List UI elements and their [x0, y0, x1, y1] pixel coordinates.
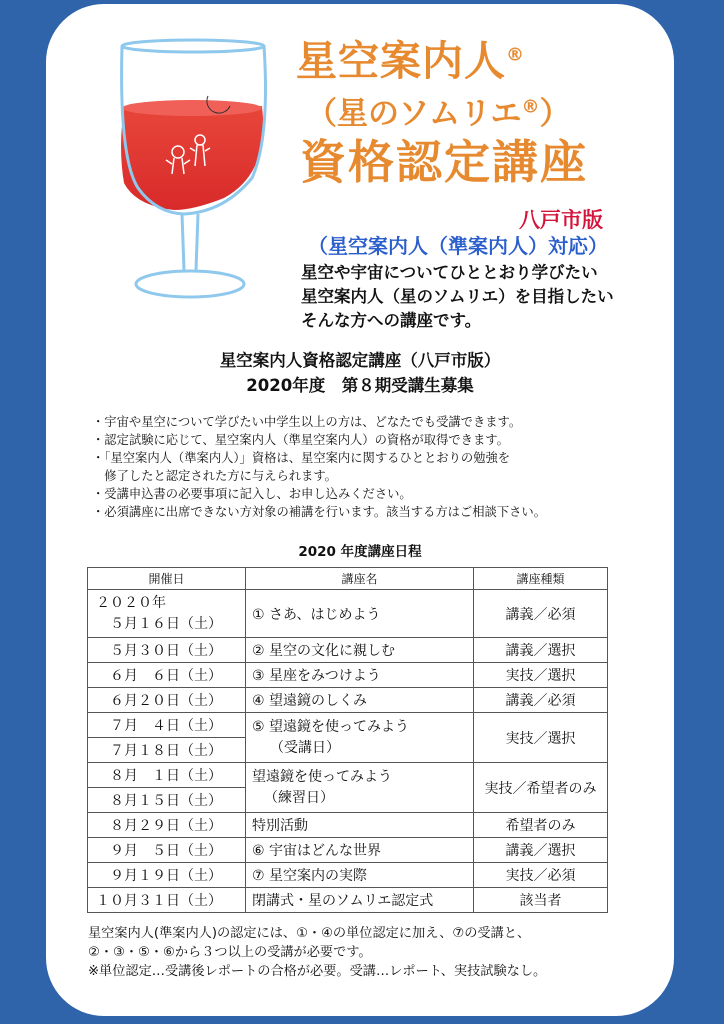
table-row: [88, 813, 608, 838]
wine-glass-illustration: [74, 38, 274, 308]
date-cell: ９月１９日（土）: [88, 863, 246, 888]
course-cell: 閉講式・星のソムリエ認定式: [246, 888, 474, 913]
type-cell: 実技／希望者のみ: [474, 763, 608, 813]
table-row: [88, 763, 608, 788]
table-row: [88, 688, 608, 713]
footer-line: ②・③・⑤・⑥から３つ以上の受講が必要です。: [88, 945, 372, 960]
table-row: [88, 590, 608, 638]
date-cell: ９月 ５日（土）: [88, 838, 246, 863]
schedule-table: [87, 567, 608, 913]
course-cell: ⑥ 宇宙はどんな世界: [246, 838, 474, 863]
date-cell: ６月 ６日（土）: [88, 663, 246, 688]
date-cell: ５月３０日（土）: [88, 638, 246, 663]
table-row: [88, 838, 608, 863]
type-cell: 希望者のみ: [474, 813, 608, 838]
recruitment-heading: 2020年度 第８期受講生募集: [246, 376, 474, 395]
date-cell: １０月３１日（土）: [88, 888, 246, 913]
footer-notes: [88, 924, 546, 981]
date-cell: ８月１５日（土）: [88, 788, 246, 813]
title-line2: （星のソムリエ®）: [306, 96, 571, 132]
table-row: [88, 663, 608, 688]
column-header: 講座種類: [474, 568, 608, 590]
schedule-title: 2020 年度講座日程: [298, 544, 422, 560]
course-cell: ③ 星座をみつけよう: [246, 663, 474, 688]
date-cell: ７月１８日（土）: [88, 738, 246, 763]
course-cell: ② 星空の文化に親しむ: [246, 638, 474, 663]
date-cell: ７月 ４日（土）: [88, 713, 246, 738]
column-header: 講座名: [246, 568, 474, 590]
course-cell: 特別活動: [246, 813, 474, 838]
type-cell: 実技／選択: [474, 713, 608, 763]
footer-line: ※単位認定…受講後レポートの合格が必要。受講…レポート、実技試験なし。: [88, 964, 547, 979]
info-bullets: [92, 413, 546, 521]
course-cell: 望遠鏡を使ってみよう （練習日）: [246, 763, 474, 813]
intro-text: 星空や宇宙についてひととおり学びたい 星空案内人（星のソムリエ）を目指したい そんな方への講座です。: [301, 263, 614, 330]
type-cell: 講義／選択: [474, 638, 608, 663]
table-header-row: [88, 568, 608, 590]
subtitle: （星空案内人（準案内人）対応）: [308, 234, 608, 258]
course-cell: ⑦ 星空案内の実際: [246, 863, 474, 888]
date-cell: ８月 １日（土）: [88, 763, 246, 788]
table-row: [88, 713, 608, 738]
bullet-item: ・認定試験に応じて、星空案内人（準星空案内人）の資格が取得できます。: [92, 433, 509, 447]
type-cell: 講義／必須: [474, 590, 608, 638]
bullet-item: ・受講申込書の必要事項に記入し、お申し込みください。: [92, 487, 412, 501]
course-cell: ④ 望遠鏡のしくみ: [246, 688, 474, 713]
course-cell: ① さあ、はじめよう: [246, 590, 474, 638]
date-cell: ８月２９日（土）: [88, 813, 246, 838]
table-row: [88, 888, 608, 913]
table-row: [88, 638, 608, 663]
title-line1: 星空案内人®: [296, 37, 525, 85]
course-cell: ⑤ 望遠鏡を使ってみよう （受講日）: [246, 713, 474, 763]
bullet-item: ・「星空案内人（準案内人）」資格は、星空案内に関するひととおりの勉強を: [92, 451, 511, 465]
bullet-item: 修了したと認定された方に与えられます。: [92, 469, 337, 483]
title-line3: 資格認定講座: [300, 135, 588, 189]
footer-line: 星空案内人(準案内人)の認定には、①・④の単位認定に加え、⑦の受講と、: [88, 926, 531, 941]
course-heading: 星空案内人資格認定講座（八戸市版）: [219, 351, 501, 370]
type-cell: 講義／選択: [474, 838, 608, 863]
type-cell: 講義／必須: [474, 688, 608, 713]
date-cell: ２０２０年 ５月１６日（土）: [88, 590, 246, 638]
table-row: [88, 863, 608, 888]
bullet-item: ・宇宙や星空について学びたい中学生以上の方は、どなたでも受講できます。: [92, 415, 522, 429]
edition-label: 八戸市版: [519, 208, 603, 232]
type-cell: 実技／必須: [474, 863, 608, 888]
type-cell: 該当者: [474, 888, 608, 913]
date-cell: ６月２０日（土）: [88, 688, 246, 713]
bullet-item: ・必須講座に出席できない方対象の補講を行います。該当する方はご相談下さい。: [92, 505, 547, 519]
column-header: 開催日: [88, 568, 246, 590]
type-cell: 実技／選択: [474, 663, 608, 688]
